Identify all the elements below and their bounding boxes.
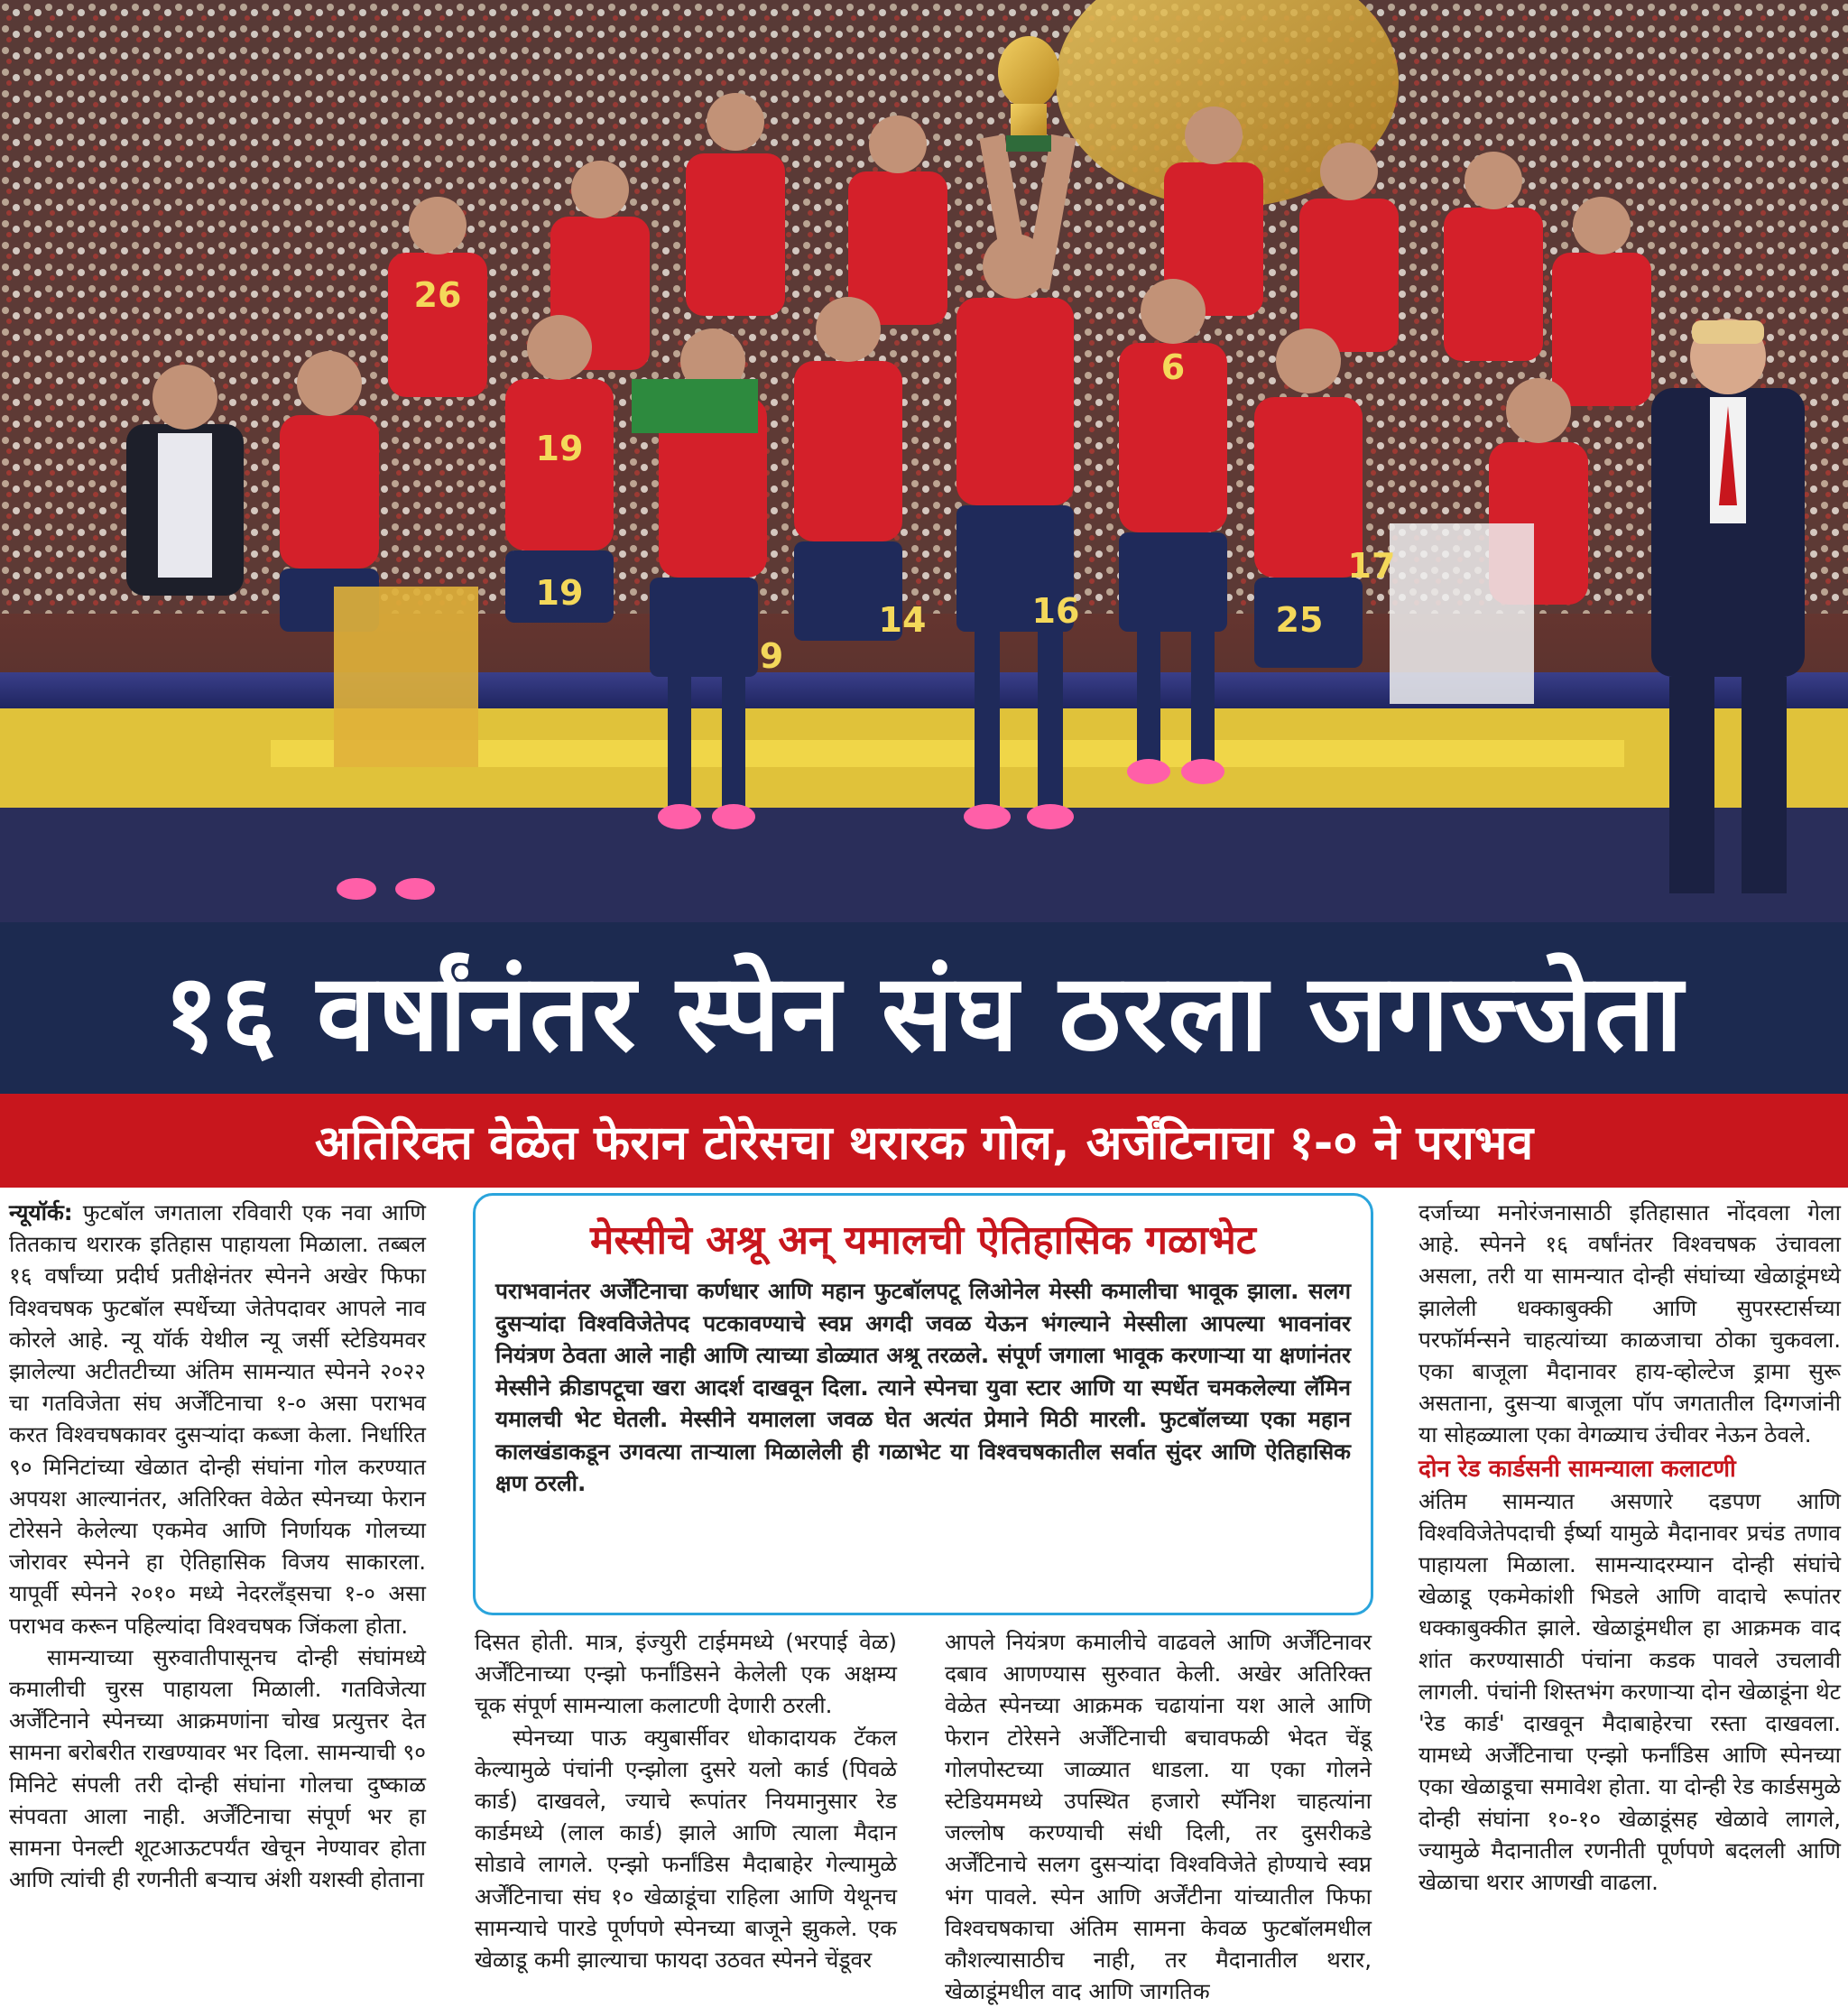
article-paragraph: स्पेनच्या पाऊ क्युबार्सीवर धोकादायक टॅकल केल्यामुळे पंचांनी एन्झोला दुसरे यलो कार्ड (पिवळे कार्ड) दाखवले, ज्याचे रूपांतर नियमानुसार रेड कार्डमध्ये (लाल कार्ड) झाले आणि त्याला मैदान सोडावे लागले. एन्झो फर्नांडिस मैदाबाहेर गेल्यामुळे अर्जेंटिनाचा संघ १० खेळाडूंचा राहिला आणि येथूनच सामन्याचे पारडे पूर्णपणे स्पेनच्या बाजूने झुकले. एक खेळाडू कमी झाल्याचा फायदा उठवत स्पेनने चेंडूवर (475, 1724, 897, 1974)
boxed-story-title: मेस्सीचे अश्रू अन् यमालची ऐतिहासिक गळाभेट (590, 1217, 1256, 1263)
celebration-illustration (0, 0, 1848, 922)
article-paragraph: दर्जाच्या मनोरंजनासाठी इतिहासात नोंदवला गेला आहे. स्पेनने १६ वर्षांनंतर विश्वचषक उंचावला असला, तरी या सामन्यात दोन्ही संघांच्या खेळाडूंमध्ये झालेली धक्काबुक्की आणि सुपरस्टार्सच्या परफॉर्मन्सने चाहत्यांच्या काळजाचा ठोका चुकवला. एका बाजूला मैदानावर हाय-व्होल्टेज ड्रामा सुरू असताना, दुसऱ्या बाजूला पॉप जगतातील दिग्गजांनी या सोहळ्याला एका वेगळ्याच उंचीवर नेऊन ठेवले. (1418, 1199, 1841, 1448)
jersey-number: 26 (413, 275, 462, 315)
article-column-3 (945, 1626, 1372, 2005)
article-paragraph: अंतिम सामन्यात असणारे दडपण आणि विश्वविजेतेपदाची ईर्ष्या यामुळे मैदानावर प्रचंड तणाव पाहायला मिळाला. सामन्यादरम्यान दोन्ही संघांचे खेळाडू एकमेकांशी भिडले आणि वादाचे रूपांतर धक्काबुक्कीत झाले. खेळाडूंमधील हा आक्रमक वाद शांत करण्यासाठी पंचांना कडक पावले उचलावी लागली. पंचांनी शिस्तभंग करणाऱ्या दोन खेळाडूंना थेट 'रेड कार्ड' दाखवून मैदाबाहेरचा रस्ता दाखवला. यामध्ये अर्जेंटिनाचा एन्झो फर्नांडिस आणि स्पेनच्या एका खेळाडूचा समावेश होता. या दोन्ही रेड कार्डसमुळे दोन्ही संघांना १०-१० खेळाडूंसह खेळावे लागले, ज्यामुळे मैदानातील रणनीती पूर्णपणे बदलली आणि खेळाचा थरार आणखी वाढला. (1418, 1487, 1841, 1896)
jersey-number: 16 (1031, 591, 1080, 631)
jersey-number: 9 (759, 636, 784, 676)
headline-band (0, 922, 1848, 1094)
main-headline: १६ वर्षांनंतर स्पेन संघ ठरला जगज्जेता (163, 949, 1685, 1075)
dateline: न्यूयॉर्क: (9, 1199, 73, 1225)
jersey-number: 14 (878, 600, 927, 640)
jersey-number: 25 (1275, 600, 1324, 640)
article-column-1 (9, 1197, 426, 1919)
hero-photo (0, 0, 1848, 922)
boxed-story-body: पराभवानंतर अर्जेंटिनाचा कर्णधार आणि महान फुटबॉलपटू लिओनेल मेस्सी कमालीचा भावूक झाला. सलग दुसऱ्यांदा विश्वविजेतेपद पटकावण्याचे स्वप्न अगदी जवळ येऊन भंगल्याने मेस्सीला आपल्या भावनांवर नियंत्रण ठेवता आले नाही आणि त्याच्या डोळ्यात अश्रू तरळले. संपूर्ण जगाला भावूक करणाऱ्या या क्षणांनंतर मेस्सीने क्रीडापटूचा खरा आदर्श दाखवून दिला. त्याने स्पेनचा युवा स्टार आणि या स्पर्धेत चमकलेल्या लॅमिन यमालची भेट घेतली. मेस्सीने यमालला जवळ घेत अत्यंत प्रेमाने मिठी मारली. फुटबॉलच्या एका महान कालखंडाकडून उगवत्या ताऱ्याला मिळालेली ही गळाभेट या विश्वचषकातील सर्वात सुंदर आणि ऐतिहासिक क्षण ठरली. (495, 1278, 1351, 1496)
article-column-2 (475, 1626, 897, 1974)
article-paragraph: आपले नियंत्रण कमालीचे वाढवले आणि अर्जेंटिनावर दबाव आणण्यास सुरुवात केली. अखेर अतिरिक्त वेळेत स्पेनच्या आक्रमक चढायांना यश आले आणि फेरान टोरेसने अर्जेंटिनाची बचावफळी भेदत चेंडू गोलपोस्टच्या जाळ्यात धाडला. या एका गोलने स्टेडियममध्ये उपस्थित हजारो स्पॅनिश चाहत्यांना जल्लोष करण्याची संधी दिली, तर दुसरीकडे अर्जेंटिनाचे सलग दुसऱ्यांदा विश्वविजेते होण्याचे स्वप्न भंग पावले. स्पेन आणि अर्जेंटीना यांच्यातील फिफा विश्वचषकाचा अंतिम सामना केवळ फुटबॉलमधील कौशल्यासाठीच नाही, तर मैदानातील थरार, खेळाडूंमधील वाद आणि जागतिक (945, 1629, 1372, 2005)
subheadline-band (0, 1094, 1848, 1188)
jersey-number: 6 (1160, 347, 1186, 387)
article-paragraph: न्यूयॉर्क: फुटबॉल जगताला रविवारी एक नवा आणि तितकाच थरारक इतिहास पाहायला मिळाला. तब्बल १६ वर्षांच्या प्रदीर्घ प्रतीक्षेनंतर स्पेनने अखेर फिफा विश्वचषक फुटबॉल स्पर्धेच्या जेतेपदावर आपले नाव कोरले आहे. न्यू यॉर्क येथील न्यू जर्सी स्टेडियमवर झालेल्या अटीतटीच्या अंतिम सामन्यात स्पेनने २०२२ चा गतविजेता संघ अर्जेंटिनाचा १-० असा पराभव करत विश्वचषकावर दुसऱ्यांदा कब्जा केला. निर्धारित ९० मिनिटांच्या खेळात दोन्ही संघांना गोल करण्यात अपयश आल्यानंतर, अतिरिक्त वेळेत स्पेनच्या फेरान टोरेसने केलेल्या एकमेव आणि निर्णायक गोलच्या जोरावर स्पेनने हा ऐतिहासिक विजय साकारला. यापूर्वी स्पेनने २०१० मध्ये नेदरलँड्सचा १-० असा पराभव करून पहिल्यांदा विश्वचषक जिंकला होता. (9, 1199, 426, 1639)
article-paragraph: दिसत होती. मात्र, इंज्युरी टाईममध्ये (भरपाई वेळ) अर्जेंटिनाच्या एन्झो फर्नांडिसने केलेली एक अक्षम्य चूक संपूर्ण सामन्याला कलाटणी देणारी ठरली. (475, 1629, 897, 1719)
section-subhead: दोन रेड कार्डसनी सामन्याला कलाटणी (1418, 1455, 1736, 1483)
article-column-4 (1418, 1197, 1841, 1919)
jersey-number: 17 (1347, 546, 1396, 586)
jersey-number: 19 (535, 573, 584, 613)
article-paragraph: सामन्याच्या सुरुवातीपासूनच दोन्ही संघांमध्ये कमालीची चुरस पाहायला मिळाली. गतविजेत्या अर्जेंटिनाने स्पेनच्या आक्रमणांना चोख प्रत्युत्तर देत सामना बरोबरीत राखण्यावर भर दिला. सामन्याची ९० मिनिटे संपली तरी दोन्ही संघांना गोलचा दुष्काळ संपवता आला नाही. अर्जेंटिनाचा संपूर्ण भर हा सामना पेनल्टी शूटआऊटपर्यंत खेचून नेण्यावर होता आणि त्यांची ही रणनीती बऱ्याच अंशी यशस्वी होताना (9, 1643, 426, 1893)
jersey-number: 19 (535, 429, 584, 468)
subheadline: अतिरिक्त वेळेत फेरान टोरेसचा थरारक गोल, अर्जेंटिनाचा १-० ने पराभव (314, 1115, 1534, 1170)
boxed-story (473, 1193, 1373, 1615)
